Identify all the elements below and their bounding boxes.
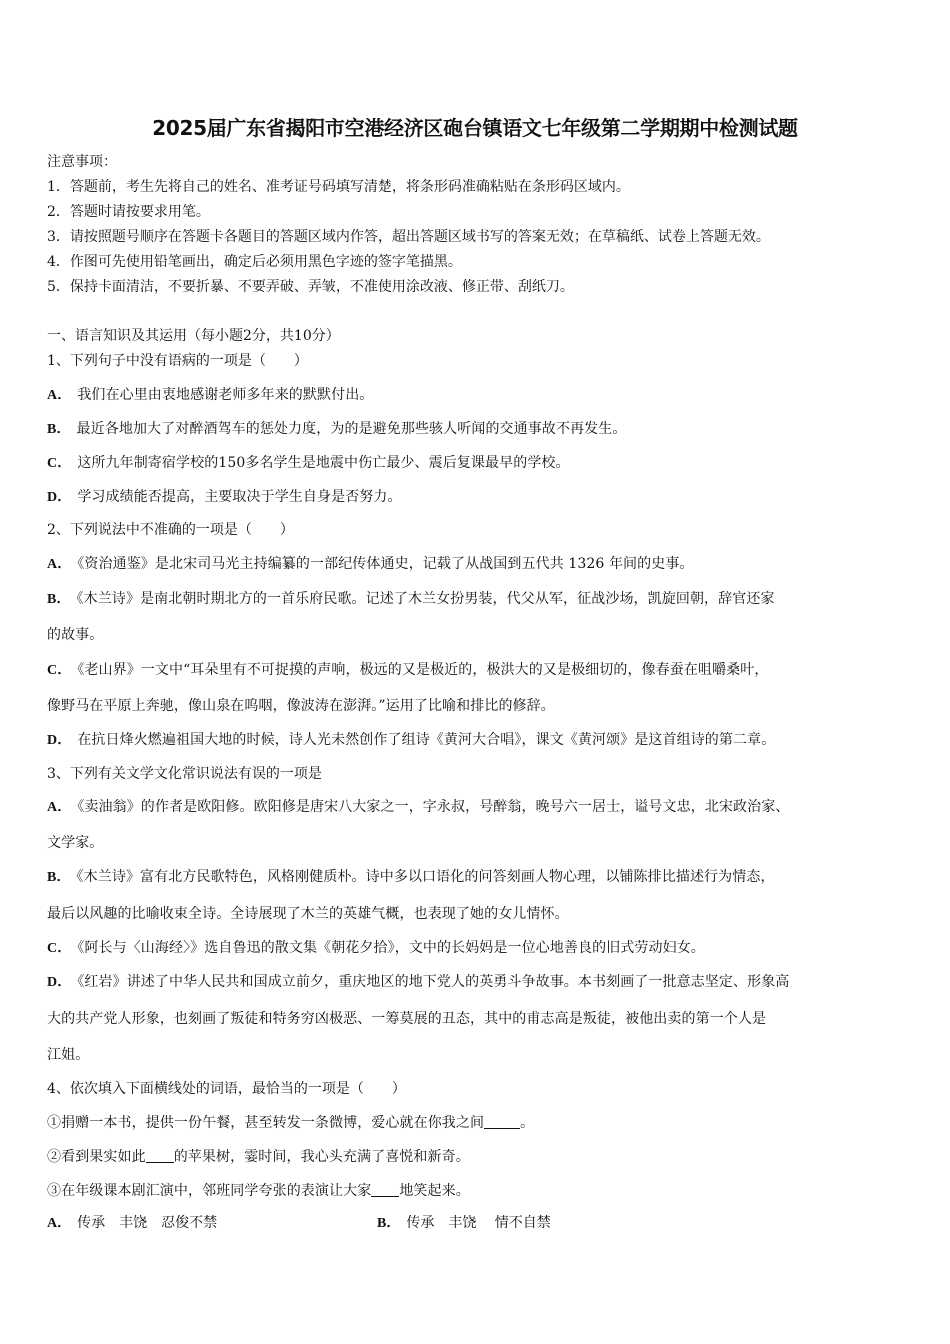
fill-blank <box>146 1148 174 1163</box>
option-label: C． <box>47 941 72 956</box>
option-text: 《阿长与〈山海经〉》选自鲁迅的散文集《朝花夕拾》，文中的长妈妈是一位心地善良的旧式劳动妇女。 <box>77 940 705 956</box>
q4-option-b <box>377 1213 551 1234</box>
q1-stem: 1、下列句子中没有语病的一项是（ ） <box>47 353 308 369</box>
notice-item-1: 1．答题前，考生先将自己的姓名、准考证号码填写清楚，将条形码准确粘贴在条形码区域内。 <box>47 179 630 195</box>
option-text: 这所九年制寄宿学校的150多名学生是地震中伤亡最少、震后复课最早的学校。 <box>77 455 570 471</box>
option-text: 最近各地加大了对醉酒驾车的惩处力度，为的是避免那些骇人听闻的交通事故不再发生。 <box>76 421 627 437</box>
option-label: B． <box>47 592 71 607</box>
option-label: C． <box>47 663 72 678</box>
q3-option-c <box>47 938 917 959</box>
option-text: 《资治通鉴》是北宋司马光主持编纂的一部纪传体通史，记载了从战国到五代共 1326 年间的史事。 <box>77 556 694 572</box>
q2-option-d <box>47 730 917 751</box>
sentence-text: 。 <box>520 1115 535 1131</box>
sentence-text: ①捐赠一本书，提供一份午餐，甚至转发一条微博，爱心就在你我之间 <box>47 1115 485 1131</box>
q3-option-d <box>47 972 917 993</box>
option-text: 传承 丰饶 忍俊不禁 <box>77 1215 218 1231</box>
option-text: 《红岩》讲述了中华人民共和国成立前夕，重庆地区的地下党人的英勇斗争故事。本书刻画了一批意志坚定、形象高 <box>77 974 790 990</box>
q1-option-d <box>47 487 917 508</box>
q1-option-a <box>47 385 917 406</box>
option-label: B． <box>47 870 71 885</box>
fill-blank <box>371 1182 399 1197</box>
option-label: B． <box>377 1216 401 1231</box>
q2-option-c <box>47 660 917 681</box>
q3-stem: 3、下列有关文学文化常识说法有误的一项是 <box>47 766 322 782</box>
option-text: 《老山界》一文中“耳朵里有不可捉摸的声响，极远的又是极近的，极洪大的又是极细切的，像春蚕在咀嚼桑叶， <box>77 662 769 678</box>
q3-option-b <box>47 867 917 888</box>
option-label: D． <box>47 490 72 505</box>
option-label: A． <box>47 1216 72 1231</box>
section-heading: 一、语言知识及其运用（每小题2分，共10分） <box>47 328 340 344</box>
fill-blank <box>484 1114 520 1129</box>
q3-option-a-cont: 文学家。 <box>47 835 104 851</box>
option-label: A． <box>47 557 72 572</box>
option-text: 我们在心里由衷地感谢老师多年来的默默付出。 <box>77 387 374 403</box>
option-label: D． <box>47 733 72 748</box>
q3-option-b-cont: 最后以风趣的比喻收束全诗。全诗展现了木兰的英雄气概，也表现了她的女儿情怀。 <box>47 906 569 922</box>
notice-item-5: 5．保持卡面清洁，不要折暴、不要弄破、弄皱，不准使用涂改液、修正带、刮纸刀。 <box>47 279 574 295</box>
sentence-text: 的苹果树，霎时间，我心头充满了喜悦和新奇。 <box>173 1149 470 1165</box>
sentence-text: 地笑起来。 <box>399 1183 470 1199</box>
option-text: 学习成绩能否提高，主要取决于学生自身是否努力。 <box>77 489 402 505</box>
notice-heading: 注意事项： <box>47 154 117 170</box>
q4-stem: 4、依次填入下面横线处的词语，最恰当的一项是（ ） <box>47 1081 406 1097</box>
notice-item-4: 4．作图可先使用铅笔画出，确定后必须用黑色字迹的签字笔描黑。 <box>47 254 462 270</box>
q3-option-d-cont2: 江姐。 <box>47 1047 90 1063</box>
option-text: 《卖油翁》的作者是欧阳修。欧阳修是唐宋八大家之一，字永叔，号醉翁，晚号六一居士，谥号文忠，北宋政治家、 <box>77 799 790 815</box>
option-text: 《木兰诗》是南北朝时期北方的一首乐府民歌。记述了木兰女扮男装，代父从军，征战沙场，凯旋回朝，辞官还家 <box>76 591 775 607</box>
q1-option-c <box>47 453 917 474</box>
q3-option-a <box>47 797 917 818</box>
notice-item-2: 2．答题时请按要求用笔。 <box>47 204 210 220</box>
q4-option-a <box>47 1213 217 1234</box>
sentence-text: ③在年级课本剧汇演中，邻班同学夸张的表演让大家 <box>47 1183 372 1199</box>
option-text: 传承 丰饶 情不自禁 <box>406 1215 551 1231</box>
q2-option-c-cont: 像野马在平原上奔驰，像山泉在呜咽，像波涛在澎湃。”运用了比喻和排比的修辞。 <box>47 698 555 714</box>
q1-option-b <box>47 419 917 440</box>
option-label: C． <box>47 456 72 471</box>
notice-item-3: 3．请按照题号顺序在答题卡各题目的答题区域内作答，超出答题区域书写的答案无效；在草稿纸、试卷上答题无效。 <box>47 229 770 245</box>
option-text: 《木兰诗》富有北方民歌特色，风格刚健质朴。诗中多以口语化的问答刻画人物心理，以铺陈排比描述行为情态， <box>76 869 775 885</box>
q2-option-a <box>47 554 917 575</box>
q3-option-d-cont: 大的共产党人形象，也刻画了叛徒和特务穷凶极恶、一筹莫展的丑态，其中的甫志高是叛徒，被他出卖的第一个人是 <box>47 1011 767 1027</box>
q4-sentence-3 <box>47 1181 917 1201</box>
q2-stem: 2、下列说法中不准确的一项是（ ） <box>47 522 294 538</box>
q2-option-b <box>47 589 917 610</box>
option-label: A． <box>47 800 72 815</box>
q4-sentence-1 <box>47 1113 917 1133</box>
option-label: D． <box>47 975 72 990</box>
q2-option-b-cont: 的故事。 <box>47 627 104 643</box>
sentence-text: ②看到果实如此 <box>47 1149 146 1165</box>
option-label: B． <box>47 422 71 437</box>
q4-sentence-2 <box>47 1147 917 1167</box>
option-text: 在抗日烽火燃遍祖国大地的时候，诗人光未然创作了组诗《黄河大合唱》，课文《黄河颂》是这首组诗的第二章。 <box>77 732 776 748</box>
option-label: A． <box>47 388 72 403</box>
page-title: 2025届广东省揭阳市空港经济区砲台镇语文七年级第二学期期中检测试题 <box>152 116 798 140</box>
